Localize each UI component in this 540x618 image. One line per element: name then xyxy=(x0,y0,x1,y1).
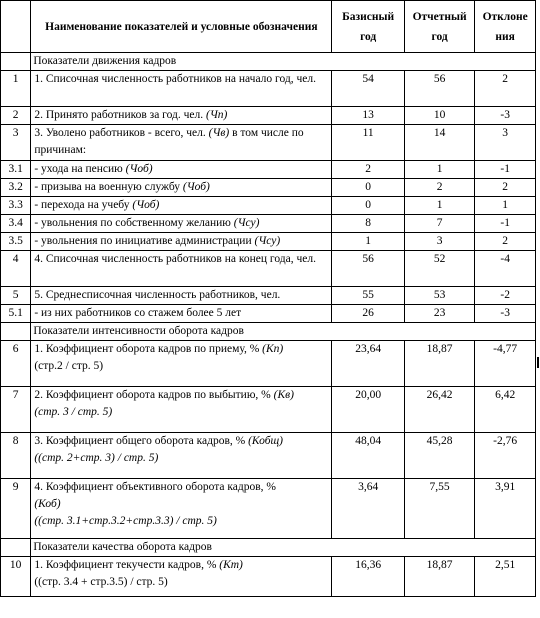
row-deviation-value: 3 xyxy=(475,125,536,161)
row-deviation-value: -4 xyxy=(475,251,536,287)
row-number: 2 xyxy=(1,107,31,125)
header-report-year: Отчетный год xyxy=(404,1,474,53)
row-indicator-name: - ухода на пенсию (Чоб) xyxy=(31,161,332,179)
row-base-value: 23,64 xyxy=(332,341,405,387)
section-number-empty xyxy=(1,323,31,341)
table-row xyxy=(1,71,536,107)
header-base-year: Базисный год xyxy=(332,1,405,53)
row-indicator-name: 5. Среднесписочная численность работников, чел. xyxy=(31,287,332,305)
row-indicator-name: 1. Коэффициент оборота кадров по приему, % (Кп) (стр.2 / стр. 5) xyxy=(31,341,332,387)
row-number: 3.5 xyxy=(1,233,31,251)
header-deviation: Отклоне ния xyxy=(475,1,536,53)
row-indicator-name: 4. Списочная численность работников на конец года, чел. xyxy=(31,251,332,287)
row-number: 6 xyxy=(1,341,31,387)
row-deviation-value: 2 xyxy=(475,71,536,107)
row-report-value: 53 xyxy=(404,287,474,305)
row-report-value: 7 xyxy=(404,215,474,233)
table-row xyxy=(1,479,536,539)
row-number: 5 xyxy=(1,287,31,305)
row-base-value: 55 xyxy=(332,287,405,305)
row-number: 3.3 xyxy=(1,197,31,215)
row-number: 3.1 xyxy=(1,161,31,179)
table-row xyxy=(1,161,536,179)
row-base-value: 26 xyxy=(332,305,405,323)
row-indicator-name: 2. Коэффициент оборота кадров по выбытию, % (Кв) (стр. 3 / стр. 5) xyxy=(31,387,332,433)
row-base-value: 48,04 xyxy=(332,433,405,479)
row-report-value: 18,87 xyxy=(404,341,474,387)
row-deviation-value: -3 xyxy=(475,305,536,323)
table-row xyxy=(1,433,536,479)
section-row xyxy=(1,323,536,341)
row-base-value: 1 xyxy=(332,233,405,251)
row-deviation-value: 3,91 xyxy=(475,479,536,539)
row-base-value: 16,36 xyxy=(332,557,405,597)
table-row xyxy=(1,215,536,233)
row-deviation-value: -4,77 xyxy=(475,341,536,387)
header-name: Наименование показателей и условные обозначения xyxy=(31,1,332,53)
table-row xyxy=(1,287,536,305)
row-base-value: 54 xyxy=(332,71,405,107)
row-number: 1 xyxy=(1,71,31,107)
section-row xyxy=(1,53,536,71)
row-report-value: 45,28 xyxy=(404,433,474,479)
row-report-value: 56 xyxy=(404,71,474,107)
section-intensity: Показатели интенсивности оборота кадров xyxy=(31,323,536,341)
table-row xyxy=(1,341,536,387)
row-number: 3 xyxy=(1,125,31,161)
table-row xyxy=(1,197,536,215)
row-report-value: 3 xyxy=(404,233,474,251)
row-number: 4 xyxy=(1,251,31,287)
table-header xyxy=(1,1,536,53)
row-base-value: 56 xyxy=(332,251,405,287)
row-indicator-name: - из них работников со стажем более 5 лет xyxy=(31,305,332,323)
row-number: 5.1 xyxy=(1,305,31,323)
row-deviation-value: -1 xyxy=(475,215,536,233)
row-indicator-name: - увольнения по собственному желанию (Чсу) xyxy=(31,215,332,233)
row-number: 8 xyxy=(1,433,31,479)
row-indicator-name: - увольнения по инициативе администрации (Чсу) xyxy=(31,233,332,251)
row-indicator-name: - призыва на военную службу (Чоб) xyxy=(31,179,332,197)
table-row xyxy=(1,387,536,433)
row-report-value: 1 xyxy=(404,161,474,179)
section-quality: Показатели качества оборота кадров xyxy=(31,539,536,557)
row-deviation-value: -2,76 xyxy=(475,433,536,479)
row-number: 7 xyxy=(1,387,31,433)
header-number xyxy=(1,1,31,53)
row-deviation-value: -2 xyxy=(475,287,536,305)
section-row xyxy=(1,539,536,557)
table-row xyxy=(1,233,536,251)
row-number: 3.4 xyxy=(1,215,31,233)
table-row xyxy=(1,125,536,161)
table-row xyxy=(1,557,536,597)
row-indicator-name: - перехода на учебу (Чоб) xyxy=(31,197,332,215)
row-report-value: 26,42 xyxy=(404,387,474,433)
row-indicator-name: 2. Принято работников за год. чел. (Чп) xyxy=(31,107,332,125)
row-base-value: 8 xyxy=(332,215,405,233)
row-report-value: 7,55 xyxy=(404,479,474,539)
row-report-value: 2 xyxy=(404,179,474,197)
row-indicator-name: 1. Списочная численность работников на начало год, чел. xyxy=(31,71,332,107)
row-deviation-value: 1 xyxy=(475,197,536,215)
table-row xyxy=(1,179,536,197)
row-base-value: 3,64 xyxy=(332,479,405,539)
row-report-value: 52 xyxy=(404,251,474,287)
table-row xyxy=(1,305,536,323)
row-indicator-name: 4. Коэффициент объективного оборота кадров, % (Коб) ((стр. 3.1+стр.3.2+стр.3.3) / стр. 5) xyxy=(31,479,332,539)
table-row xyxy=(1,107,536,125)
row-deviation-value: -1 xyxy=(475,161,536,179)
row-base-value: 2 xyxy=(332,161,405,179)
row-base-value: 13 xyxy=(332,107,405,125)
row-report-value: 14 xyxy=(404,125,474,161)
row-number: 9 xyxy=(1,479,31,539)
row-number: 3.2 xyxy=(1,179,31,197)
row-deviation-value: 6,42 xyxy=(475,387,536,433)
text-cursor xyxy=(537,357,539,368)
table-row xyxy=(1,251,536,287)
row-base-value: 20,00 xyxy=(332,387,405,433)
row-base-value: 0 xyxy=(332,179,405,197)
row-indicator-name: 3. Коэффициент общего оборота кадров, % (Кобщ) ((стр. 2+стр. 3) / стр. 5) xyxy=(31,433,332,479)
section-movement: Показатели движения кадров xyxy=(31,53,536,71)
row-report-value: 18,87 xyxy=(404,557,474,597)
section-number-empty xyxy=(1,539,31,557)
row-deviation-value: -3 xyxy=(475,107,536,125)
row-indicator-name: 1. Коэффициент текучести кадров, % (Кт) ((стр. 3.4 + стр.3.5) / стр. 5) xyxy=(31,557,332,597)
row-deviation-value: 2 xyxy=(475,233,536,251)
row-indicator-name: 3. Уволено работников - всего, чел. (Чв) в том числе по причинам: xyxy=(31,125,332,161)
row-deviation-value: 2 xyxy=(475,179,536,197)
row-report-value: 23 xyxy=(404,305,474,323)
row-report-value: 10 xyxy=(404,107,474,125)
row-deviation-value: 2,51 xyxy=(475,557,536,597)
row-base-value: 0 xyxy=(332,197,405,215)
row-report-value: 1 xyxy=(404,197,474,215)
row-base-value: 11 xyxy=(332,125,405,161)
row-number: 10 xyxy=(1,557,31,597)
